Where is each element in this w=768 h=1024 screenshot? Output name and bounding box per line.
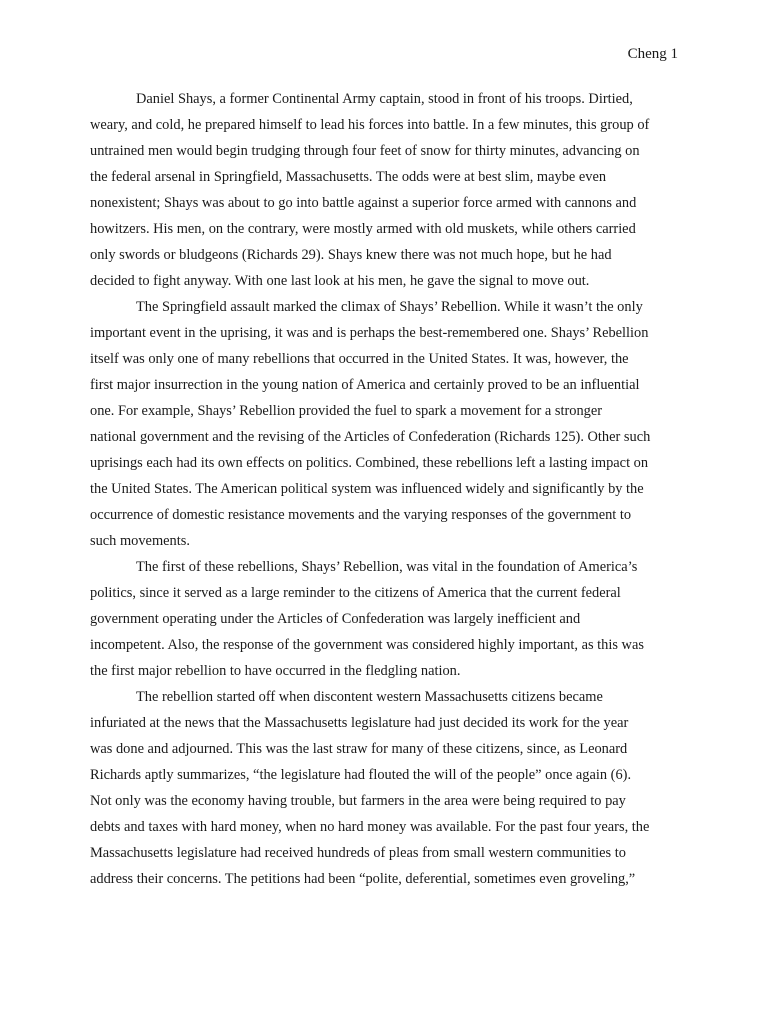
text-line: politics, since it served as a large reminder to the citizens of America that the current federal xyxy=(90,585,621,601)
text-line: untrained men would begin trudging through four feet of snow for thirty minutes, advancing on xyxy=(90,143,640,159)
text-line: decided to fight anyway. With one last look at his men, he gave the signal to move out. xyxy=(90,273,590,289)
text-line: Richards aptly summarizes, “the legislature had flouted the will of the people” once again (6). xyxy=(90,767,632,783)
text-line: Not only was the economy having trouble, but farmers in the area were being required to pay xyxy=(90,793,626,809)
text-line: Daniel Shays, a former Continental Army captain, stood in front of his troops. Dirtied, xyxy=(136,91,633,107)
document-body xyxy=(90,86,678,892)
text-line: such movements. xyxy=(90,533,190,549)
text-line: government operating under the Articles of Confederation was largely inefficient and xyxy=(90,611,581,627)
page-header xyxy=(628,44,678,64)
text-line: the federal arsenal in Springfield, Massachusetts. The odds were at best slim, maybe even xyxy=(90,169,607,185)
text-line: infuriated at the news that the Massachusetts legislature had just decided its work for the year xyxy=(90,715,629,731)
text-line: The rebellion started off when discontent western Massachusetts citizens became xyxy=(136,689,603,705)
text-line: incompetent. Also, the response of the government was considered highly important, as this was xyxy=(90,637,644,653)
paragraph-2 xyxy=(90,294,678,554)
text-line: itself was only one of many rebellions that occurred in the United States. It was, however, the xyxy=(90,351,629,367)
text-line: howitzers. His men, on the contrary, were mostly armed with old muskets, while others carried xyxy=(90,221,636,237)
text-line: the first major rebellion to have occurred in the fledgling nation. xyxy=(90,663,461,679)
text-line: weary, and cold, he prepared himself to lead his forces into battle. In a few minutes, this group of xyxy=(90,117,650,133)
page-number-label: Cheng 1 xyxy=(627,46,678,62)
text-line: uprisings each had its own effects on politics. Combined, these rebellions left a lasting impact on xyxy=(90,455,649,471)
text-line: occurrence of domestic resistance movements and the varying responses of the government to xyxy=(90,507,632,523)
paragraph-1 xyxy=(90,86,678,294)
text-line: the United States. The American political system was influenced widely and significantly by the xyxy=(90,481,644,497)
text-line: first major insurrection in the young nation of America and certainly proved to be an influential xyxy=(90,377,640,393)
text-line: only swords or bludgeons (Richards 29). Shays knew there was not much hope, but he had xyxy=(90,247,612,263)
text-line: nonexistent; Shays was about to go into battle against a superior force armed with cannons and xyxy=(90,195,637,211)
text-line: debts and taxes with hard money, when no hard money was available. For the past four years, the xyxy=(90,819,650,835)
text-line: The Springfield assault marked the climax of Shays’ Rebellion. While it wasn’t the only xyxy=(136,299,643,315)
text-line: The first of these rebellions, Shays’ Rebellion, was vital in the foundation of America’s xyxy=(136,559,638,575)
text-line: was done and adjourned. This was the last straw for many of these citizens, since, as Leonard xyxy=(90,741,628,757)
text-line: address their concerns. The petitions had been “polite, deferential, sometimes even groveling,” xyxy=(90,871,636,887)
paragraph-3 xyxy=(90,554,678,684)
text-line: national government and the revising of the Articles of Confederation (Richards 125). Other such xyxy=(90,429,651,445)
text-line: Massachusetts legislature had received hundreds of pleas from small western communities to xyxy=(90,845,626,861)
text-line: important event in the uprising, it was and is perhaps the best-remembered one. Shays’ Rebellion xyxy=(90,325,649,341)
text-line: one. For example, Shays’ Rebellion provided the fuel to spark a movement for a stronger xyxy=(90,403,603,419)
paragraph-4 xyxy=(90,684,678,892)
